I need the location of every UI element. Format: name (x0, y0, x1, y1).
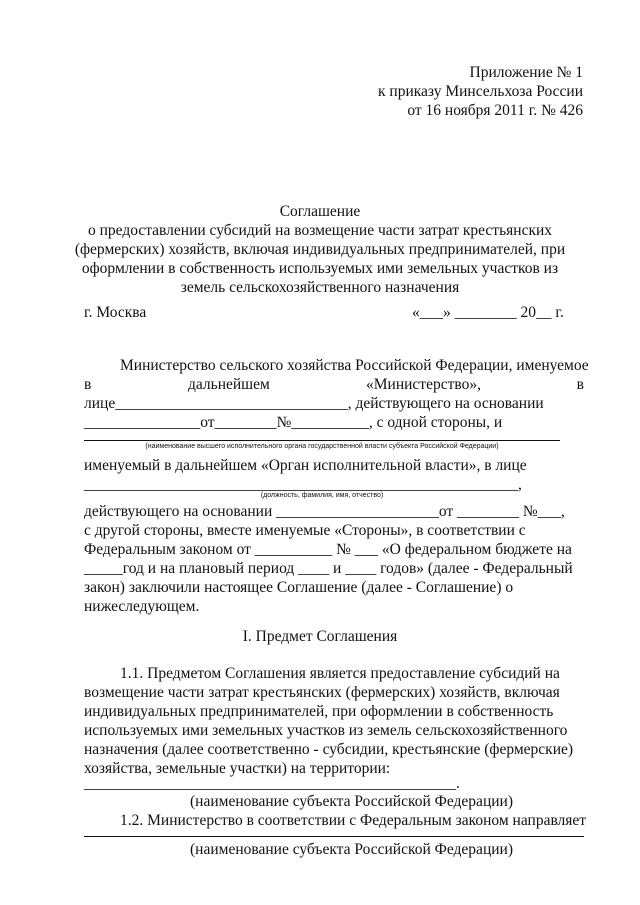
paragraph-line: возмещение части затрат крестьянских (фермерских) хозяйств, включая (84, 684, 560, 701)
preamble-line: лице______________________________, действующего на основании (84, 395, 544, 412)
preamble-line: с другой стороны, вместе именуемые «Стороны», в соответствии с (84, 522, 526, 539)
document-subtitle-line: земель сельскохозяйственного назначения (180, 279, 460, 296)
order-date: от 16 ноября 2011 г. № 426 (407, 102, 583, 119)
word: в (84, 376, 92, 393)
document-subtitle-line: оформлении в собственность используемых ими земельных участков из (81, 260, 559, 277)
paragraph-line: используемых ими земельных участков из земель сельскохозяйственного (84, 722, 568, 739)
paragraph-line: ________________________________________________. (84, 775, 460, 792)
section-heading: I. Предмет Соглашения (242, 628, 398, 645)
document-title: Соглашение (279, 203, 361, 220)
paragraph-line: хозяйства, земельные участки) на территории: (84, 760, 391, 777)
word: дальнейшем (188, 376, 270, 393)
paragraph-line: назначения (далее соответственно - субсидии, крестьянские (фермерские) (84, 741, 574, 758)
preamble-line: _____год и на плановый период ____ и ____ годов» (далее - Федеральный (84, 560, 573, 577)
preamble-line: ________________________________________________________, (84, 476, 522, 493)
appendix-number: Приложение № 1 (469, 64, 583, 81)
preamble-line: действующего на основании _____________________от ________ №___, (84, 503, 565, 520)
place: г. Москва (84, 304, 147, 321)
field-caption-large: (наименование субъекта Российской Федерации) (190, 841, 513, 858)
preamble-line: нижеследующем. (84, 598, 200, 615)
preamble-line: Федеральным законом от __________ № ___ «О федеральном бюджете на (84, 541, 572, 558)
word: «Министерство», (366, 376, 481, 393)
paragraph-line: 1.2. Министерство в соответствии с Федеральным законом направляет (120, 812, 587, 829)
preamble-line: Министерство сельского хозяйства Российской Федерации, именуемое (120, 357, 589, 374)
preamble-line: именуемый в дальнейшем «Орган исполнительной власти», в лице (84, 457, 527, 474)
order-reference: к приказу Минсельхоза России (378, 83, 583, 100)
field-caption: (должность, фамилия, имя, отчество) (260, 492, 384, 499)
document-subtitle-line: (фермерских) хозяйств, включая индивидуальных предпринимателей, при (74, 241, 566, 258)
preamble-line: закон) заключили настоящее Соглашение (далее - Соглашение) о (84, 579, 514, 596)
preamble-line: _______________от________№__________, с одной стороны, и (84, 414, 503, 431)
paragraph-line: индивидуальных предпринимателей, при оформлении в собственность (84, 703, 554, 720)
blank-line (84, 440, 560, 441)
field-caption: (наименование высшего исполнительного органа государственной власти субъекта Российской Федерации) (145, 443, 499, 450)
document-subtitle-line: о предоставлении субсидий на возмещение части затрат крестьянских (87, 222, 553, 239)
date-blank: «___» ________ 20__ г. (412, 304, 564, 321)
paragraph-line: 1.1. Предметом Соглашения является предоставление субсидий на (120, 665, 560, 682)
field-caption-large: (наименование субъекта Российской Федерации) (190, 793, 513, 810)
blank-line (84, 836, 584, 837)
word: в (576, 376, 584, 393)
